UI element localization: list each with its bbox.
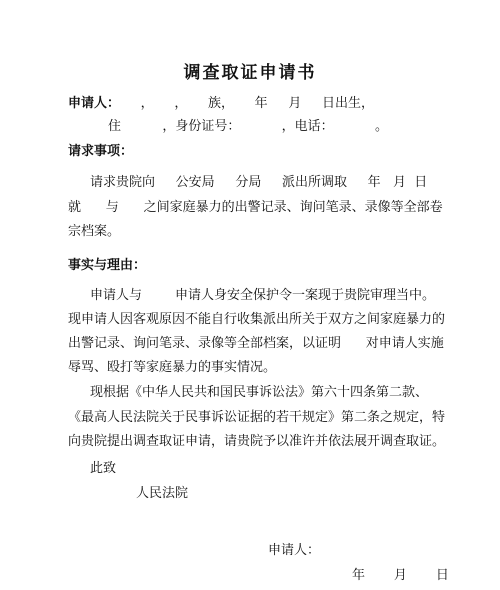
request-line-2: 就 与 之间家庭暴力的出警记录、询问笔录、录像等全部卷 <box>68 200 443 215</box>
facts-line-4: 辱骂、殴打等家庭暴力的事实情况。 <box>68 360 277 375</box>
request-line-3: 宗档案。 <box>68 224 121 239</box>
signature-label: 申请人： <box>268 543 321 558</box>
request-line-1: 请求贵院向 公安局 分局 派出所调取 年 月 日 <box>90 175 428 190</box>
court-name: 人民法院 <box>136 486 189 501</box>
applicant-label: 申请人： <box>68 96 121 111</box>
applicant-info-line-2: 住 ，身份证号： ，电话： 。 <box>108 119 388 134</box>
facts-line-3: 出警记录、询问笔录、录像等全部档案，以证明 对申请人实施 <box>68 336 444 351</box>
signature-date: 年 月 日 <box>352 568 449 583</box>
applicant-info-rest: ， ， 族， 年 月 日出生， <box>120 96 374 111</box>
facts-line-7: 向贵院提出调查取证申请，请贵院予以准许并依法展开调查取证。 <box>68 434 446 449</box>
facts-line-1: 申请人与 申请人身安全保护令一案现于贵院审理当中。 <box>90 288 436 303</box>
facts-line-6: 《最高人民法院关于民事诉讼证据的若干规定》第二条之规定，特 <box>68 410 446 425</box>
facts-heading: 事实与理由： <box>68 258 147 273</box>
applicant-info-line-1 <box>68 96 374 112</box>
request-heading: 请求事项： <box>68 144 134 159</box>
facts-line-2: 现申请人因客观原因不能自行收集派出所关于双方之间家庭暴力的 <box>68 312 446 327</box>
document-title: 调查取证申请书 <box>183 63 317 83</box>
facts-line-5: 现根据《中华人民共和国民事诉讼法》第六十四条第二款、 <box>90 385 429 400</box>
closing-salutation: 此致 <box>90 461 117 476</box>
